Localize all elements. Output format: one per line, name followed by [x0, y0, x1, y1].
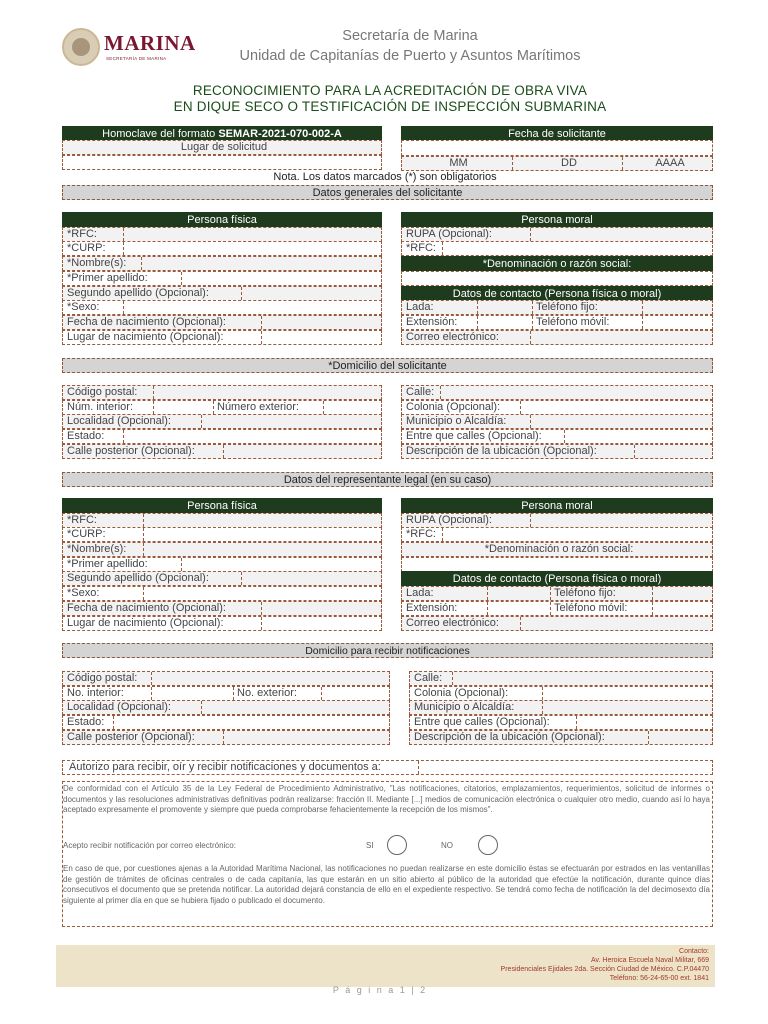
field-sexo[interactable]	[62, 300, 382, 315]
notif-field-codigo-postal[interactable]	[62, 671, 390, 686]
rep-persona-moral-header: Persona moral	[401, 498, 713, 513]
rep-field-rupa[interactable]	[401, 513, 713, 528]
rep-field-rfc-moral[interactable]	[401, 527, 713, 542]
section-representante: Datos del representante legal (en su caso)	[62, 472, 713, 487]
legal-paragraph-1: De conformidad con el Artículo 35 de la Ley Federal de Procedimiento Administrativo, "Las notificaciones, citatorios, emplazamientos, requerimientos, solicitud de informes o documentos y las resoluciones administrativas definitivas podrán realizarse: fracción II. Mediante [...] medios de comunicación electrónica o cualquier otro medio, cuando así lo haya aceptado expresamente el promovente y siempre que pueda comprobarse fehacientemente la recepción de los mismos".	[63, 784, 710, 814]
notif-no-interior-label: No. interior:	[67, 687, 124, 699]
notif-estado-label: Estado:	[67, 716, 105, 728]
nombre-label: *Nombre(s):	[67, 257, 127, 269]
curp-label: *CURP:	[67, 242, 106, 254]
numero-exterior-label: Número exterior:	[213, 401, 299, 414]
notif-field-calle[interactable]	[409, 671, 713, 686]
lada-label: Lada:	[406, 301, 434, 313]
colonia-label: Colonia (Opcional):	[406, 401, 501, 413]
rep-rupa-label: RUPA (Opcional):	[406, 514, 492, 526]
field-lada-telfijo[interactable]	[401, 300, 713, 315]
notif-descripcion-label: Descripción de la ubicación (Opcional):	[414, 731, 605, 743]
field-correo[interactable]	[401, 330, 713, 345]
lugar-solicitud-label: Lugar de solicitud	[62, 140, 382, 155]
rep-curp-label: *CURP:	[67, 528, 106, 540]
logo-text: MARINA	[104, 31, 196, 55]
fecha-nacimiento-label: Fecha de nacimiento (Opcional):	[67, 316, 226, 328]
rep-field-lada-telfijo[interactable]	[401, 586, 713, 601]
notif-field-localidad[interactable]	[62, 700, 390, 715]
telefono-movil-label: Teléfono móvil:	[532, 316, 609, 329]
extension-label: Extensión:	[406, 316, 458, 328]
nota-obligatorios: Nota. Los datos marcados (*) son obligatorios	[273, 171, 497, 183]
header-ministry: Secretaría de Marina	[342, 28, 478, 44]
rep-nombre-label: *Nombre(s):	[67, 543, 127, 555]
notif-colonia-label: Colonia (Opcional):	[414, 687, 509, 699]
aaaa-label: AAAA	[622, 157, 713, 170]
notif-municipio-label: Municipio o Alcaldía:	[414, 701, 515, 713]
notif-localidad-label: Localidad (Opcional):	[67, 701, 171, 713]
mm-label: MM	[449, 157, 468, 169]
fecha-parts	[401, 156, 713, 171]
si-label: SI	[366, 841, 374, 850]
rep-rfc-label: *RFC:	[67, 514, 97, 526]
field-rfc[interactable]	[62, 227, 382, 242]
persona-moral-header: Persona moral	[401, 212, 713, 227]
municipio-label: Municipio o Alcaldía:	[406, 415, 507, 427]
field-nombre[interactable]	[62, 256, 382, 271]
correo-label: Correo electrónico:	[406, 331, 499, 343]
legal-paragraph-2: En caso de que, por cuestiones ajenas a la Autoridad Marítima Nacional, las notificaciones no puedan realizarse en este domicilio éstas se efectuarán por estrados en las ventanillas de gestión de trámites de oficinas centrales o de cada capitanía, las que estarán en un sitio abierto al público de la autoridad que efectúe la notificación, durante quince días consecutivos el documento que se pretenda notificar. La autoridad dejará constancia de ello en el expediente respectivo. Se tendrá como fecha de notificación la del decimosexto día siguiente al primer día en que se hubiera fijado o publicado el documento.	[63, 864, 710, 905]
rep-lugar-nacimiento-label: Lugar de nacimiento (Opcional):	[67, 617, 224, 629]
rep-field-lugar-nacimiento[interactable]	[62, 616, 382, 631]
field-municipio[interactable]	[401, 414, 713, 429]
datos-contacto-header: Datos de contacto (Persona física o moral)	[401, 286, 713, 301]
footer-contacto: Contacto:	[679, 948, 709, 955]
notif-field-estado[interactable]	[62, 715, 390, 730]
field-rfc-moral[interactable]	[401, 241, 713, 256]
form-title-line2: EN DIQUE SECO O TESTIFICACIÓN DE INSPECCIÓN SUBMARINA	[173, 99, 607, 114]
notif-entre-calles-label: Entre que calles (Opcional):	[414, 716, 550, 728]
notif-field-colonia[interactable]	[409, 686, 713, 701]
acepto-correo-label: Acepto recibir notificación por correo electrónico:	[63, 841, 236, 850]
rep-field-segundo-apellido[interactable]	[62, 571, 382, 586]
homoclave-label: Homoclave del formato	[102, 128, 216, 140]
rfc-moral-label: *RFC:	[406, 242, 436, 254]
rep-field-curp[interactable]	[62, 527, 382, 542]
notif-field-calle-posterior[interactable]	[62, 730, 390, 745]
homoclave-value: SEMAR-2021-070-002-A	[218, 128, 342, 140]
field-codigo-postal[interactable]	[62, 385, 382, 400]
dd-label: DD	[512, 157, 622, 170]
rep-datos-contacto-header: Datos de contacto (Persona física o moral)	[401, 571, 713, 586]
footer-address-1: Av. Heroica Escuela Naval Militar, 669	[590, 957, 709, 964]
field-colonia[interactable]	[401, 400, 713, 415]
rep-telefono-movil-label: Teléfono móvil:	[550, 602, 627, 615]
field-ext-telmovil[interactable]	[401, 315, 713, 330]
rep-field-sexo[interactable]	[62, 586, 382, 601]
rep-field-denominacion[interactable]	[401, 557, 713, 572]
field-num-int-ext[interactable]	[62, 400, 382, 415]
segundo-apellido-label: Segundo apellido (Opcional):	[67, 287, 209, 299]
notif-no-exterior-label: No. exterior:	[233, 687, 297, 700]
marina-logo	[62, 28, 212, 68]
field-calle-posterior[interactable]	[62, 444, 382, 459]
estado-label: Estado:	[67, 430, 105, 442]
footer-contact-band	[56, 945, 715, 987]
lugar-nacimiento-label: Lugar de nacimiento (Opcional):	[67, 331, 224, 343]
rep-field-correo[interactable]	[401, 616, 713, 631]
rep-denominacion-label: *Denominación o razón social:	[401, 542, 713, 557]
notif-field-descripcion[interactable]	[409, 730, 713, 745]
rep-extension-label: Extensión:	[406, 602, 458, 614]
lugar-solicitud-input[interactable]	[62, 155, 382, 170]
autorizo-label: Autorizo para recibir, oír y recibir notificaciones y documentos a:	[69, 761, 381, 773]
rep-fecha-nacimiento-label: Fecha de nacimiento (Opcional):	[67, 602, 226, 614]
denominacion-header: *Denominación o razón social:	[401, 256, 713, 271]
rep-segundo-apellido-label: Segundo apellido (Opcional):	[67, 572, 209, 584]
rep-correo-label: Correo electrónico:	[406, 617, 499, 629]
notif-calle-label: Calle:	[414, 672, 443, 684]
rep-field-ext-telmovil[interactable]	[401, 601, 713, 616]
field-autorizo[interactable]	[62, 760, 713, 775]
rfc-label: *RFC:	[67, 228, 97, 240]
field-descripcion[interactable]	[401, 444, 713, 459]
footer-telefono: Teléfono: 56-24-65-00 ext. 1841	[609, 975, 709, 982]
form-title-line1: RECONOCIMIENTO PARA LA ACREDITACIÓN DE OBRA VIVA	[192, 83, 588, 98]
homoclave-bar	[62, 126, 382, 141]
notif-field-entre-calles[interactable]	[409, 715, 713, 730]
si-radio[interactable]	[387, 835, 407, 855]
telefono-fijo-label: Teléfono fijo:	[532, 301, 598, 314]
field-segundo-apellido[interactable]	[62, 286, 382, 301]
no-radio[interactable]	[478, 835, 498, 855]
page-number: P á g i n a 1 | 2	[332, 985, 428, 995]
notif-calle-posterior-label: Calle posterior (Opcional):	[67, 731, 195, 743]
field-estado[interactable]	[62, 429, 382, 444]
rep-primer-apellido-label: *Primer apellido:	[67, 558, 148, 570]
calle-posterior-label: Calle posterior (Opcional):	[67, 445, 195, 457]
rep-rfc-moral-label: *RFC:	[406, 528, 436, 540]
persona-fisica-header: Persona física	[62, 212, 382, 227]
section-domicilio: *Domicilio del solicitante	[62, 358, 713, 373]
calle-label: Calle:	[406, 386, 435, 398]
rep-persona-fisica-header: Persona física	[62, 498, 382, 513]
section-datos-generales: Datos generales del solicitante	[62, 185, 713, 200]
rep-field-nombre[interactable]	[62, 542, 382, 557]
fecha-input[interactable]	[401, 140, 713, 156]
no-label: NO	[441, 841, 453, 850]
field-calle[interactable]	[401, 385, 713, 400]
field-fecha-nacimiento[interactable]	[62, 315, 382, 330]
field-primer-apellido[interactable]	[62, 271, 382, 286]
section-notificaciones: Domicilio para recibir notificaciones	[62, 643, 713, 658]
descripcion-label: Descripción de la ubicación (Opcional):	[406, 445, 597, 457]
rep-telefono-fijo-label: Teléfono fijo:	[550, 587, 616, 600]
logo-subtext: SECRETARÍA DE MARINA	[106, 56, 167, 61]
field-denominacion[interactable]	[401, 271, 713, 286]
entre-calles-label: Entre que calles (Opcional):	[406, 430, 542, 442]
fecha-solicitante-header: Fecha de solicitante	[401, 126, 713, 141]
notif-codigo-postal-label: Código postal:	[67, 672, 138, 684]
field-curp[interactable]	[62, 241, 382, 256]
num-interior-label: Núm. interior:	[67, 401, 134, 413]
rupa-label: RUPA (Opcional):	[406, 228, 492, 240]
rep-lada-label: Lada:	[406, 587, 434, 599]
rep-field-primer-apellido[interactable]	[62, 557, 382, 572]
notif-field-municipio[interactable]	[409, 700, 713, 715]
rep-field-fecha-nacimiento[interactable]	[62, 601, 382, 616]
footer-address-2: Presidenciales Ejidales 2da. Sección Ciudad de México. C.P.04470	[500, 966, 709, 973]
rep-sexo-label: *Sexo:	[67, 587, 100, 599]
rep-field-rfc[interactable]	[62, 513, 382, 528]
field-rupa[interactable]	[401, 227, 713, 242]
header-unit: Unidad de Capitanías de Puerto y Asuntos Marítimos	[239, 48, 581, 64]
sexo-label: *Sexo:	[67, 301, 100, 313]
field-localidad[interactable]	[62, 414, 382, 429]
localidad-label: Localidad (Opcional):	[67, 415, 171, 427]
legal-notice-box	[62, 781, 713, 927]
notif-field-num-int-ext[interactable]	[62, 686, 390, 701]
national-seal-icon	[62, 28, 100, 66]
field-lugar-nacimiento[interactable]	[62, 330, 382, 345]
primer-apellido-label: *Primer apellido:	[67, 272, 148, 284]
field-entre-calles[interactable]	[401, 429, 713, 444]
codigo-postal-label: Código postal:	[67, 386, 138, 398]
